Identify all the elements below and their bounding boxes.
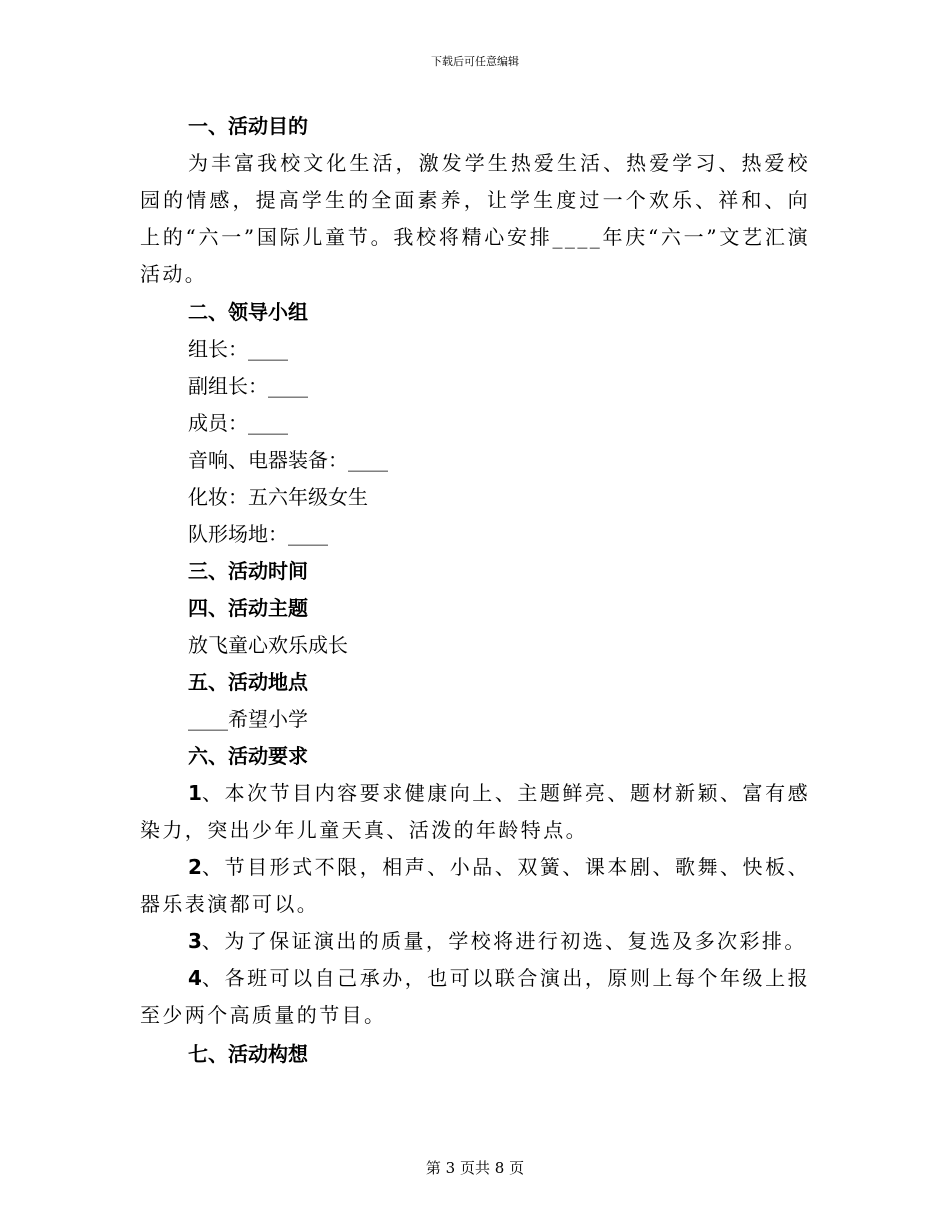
header-note: 下载后可任意编辑	[431, 55, 519, 68]
requirement-number: 2	[188, 855, 202, 879]
requirement-text: 、本次节目内容要求健康向上、主题鲜亮、题材新颖、富有感染力，突出少年儿童天真、活泼的年龄特点。	[140, 781, 810, 842]
requirement-number: 4	[188, 966, 202, 990]
section-2-title: 二、领导小组	[188, 300, 308, 324]
section-5-text: ____希望小学	[188, 707, 308, 731]
requirement-number: 3	[188, 929, 202, 953]
requirement-text: 、各班可以自己承办，也可以联合演出，原则上每个年级上报至少两个高质量的节目。	[140, 966, 810, 1027]
requirement-text: 、节目形式不限，相声、小品、双簧、课本剧、歌舞、快板、器乐表演都可以。	[140, 855, 810, 916]
requirement-2	[140, 849, 810, 923]
requirement-text: 、为了保证演出的质量，学校将进行初选、复选及多次彩排。	[201, 929, 807, 953]
requirement-number: 1	[188, 781, 202, 805]
members-item: 成员：____	[188, 411, 288, 435]
leader-item: 组长：____	[188, 337, 288, 361]
section-1-title: 一、活动目的	[188, 114, 308, 138]
section-3-title: 三、活动时间	[188, 559, 308, 583]
section-7-title: 七、活动构想	[188, 1042, 308, 1066]
requirement-1	[140, 775, 810, 849]
vice-leader-item: 副组长：____	[188, 374, 308, 398]
makeup-item: 化妆：五六年级女生	[188, 485, 368, 509]
audio-equipment-item: 音响、电器装备：____	[188, 448, 388, 472]
formation-venue-item: 队形场地：____	[188, 522, 328, 546]
section-5-title: 五、活动地点	[188, 670, 308, 694]
section-1-paragraph: 为丰富我校文化生活，激发学生热爱生活、热爱学习、热爱校园的情感，提高学生的全面素养，让学生度过一个欢乐、祥和、向上的“六一”国际儿童节。我校将精心安排____年庆“六一”文艺汇演活动。	[140, 151, 810, 286]
document-body	[140, 108, 810, 1073]
section-6-title: 六、活动要求	[188, 744, 308, 768]
page-number-footer: 第 3 页共 8 页	[425, 1159, 525, 1177]
requirement-3	[140, 923, 810, 960]
section-4-title: 四、活动主题	[188, 596, 308, 620]
section-4-text: 放飞童心欢乐成长	[188, 633, 348, 657]
requirement-4	[140, 960, 810, 1034]
